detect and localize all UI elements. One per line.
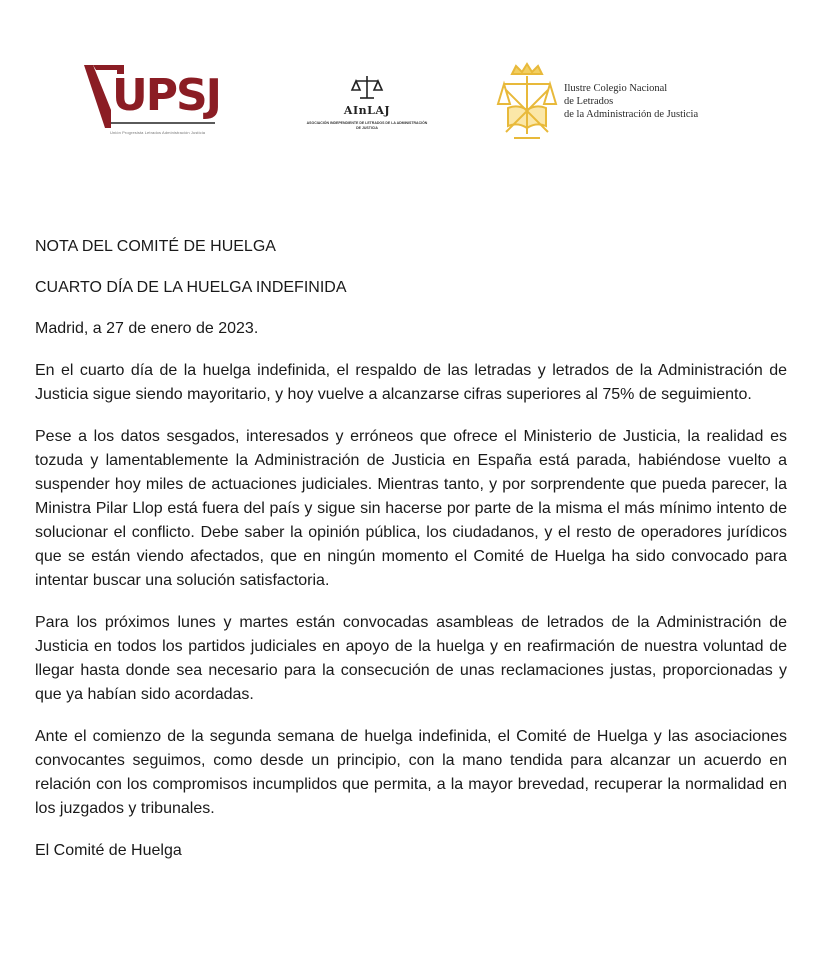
colegio-line-2: de Letrados [564, 96, 614, 107]
paragraph-2: Pese a los datos sesgados, interesados y erróneos que ofrece el Ministerio de Justicia, la realidad es tozuda y lamentablemente la Administración de Justicia en España está parada, habiéndose vuelto a suspender hoy miles de actuaciones judiciales. Mientras tanto, y por sorprendente que pueda parecer, la Ministra Pilar Llop está fuera del país y sigue sin hacerse por parte de la misma el más mínimo intento de solucionar el conflicto. Debe saber la opinión pública, los ciudadanos, y el resto de operadores jurídicos que se están viendo afectados, que en ningún momento el Comité de Huelga ha sido convocado para intentar buscar una solución satisfactoria. [35, 428, 787, 589]
colegio-line-3: de la Administración de Justicia [564, 109, 699, 120]
paragraph-4: Ante el comienzo de la segunda semana de huelga indefinida, el Comité de Huelga y las asociaciones convocantes seguimos, como desde un principio, con la mano tendida para alcanzar un acuerdo en relación con los compromisos incumplidos que permita, a la mayor brevedad, recuperar la normalidad en los juzgados y tribunales. [35, 728, 787, 817]
paragraph-1: En el cuarto día de la huelga indefinida, el respaldo de las letradas y letrados de la Administración de Justicia sigue siendo mayoritario, y hoy vuelve a alcanzarse cifras superiores al 75% de seguimiento. [35, 362, 787, 403]
document-subtitle: CUARTO DÍA DE LA HUELGA INDEFINIDA [35, 279, 347, 296]
document-body [35, 235, 787, 863]
document-date: Madrid, a 27 de enero de 2023. [35, 320, 259, 337]
signature: El Comité de Huelga [35, 842, 182, 859]
colegio-logo [494, 60, 734, 144]
document-title: NOTA DEL COMITÉ DE HUELGA [35, 238, 276, 255]
ainlaj-subtitle: ASOCIACIÓN INDEPENDIENTE DE LETRADOS DE LA ADMINISTRACIÓN DE JUSTICIA [306, 121, 428, 130]
upsj-logo [84, 62, 224, 140]
colegio-emblem-icon [494, 60, 560, 144]
ainlaj-wordmark: AInLAJ [343, 104, 391, 117]
scales-icon [304, 74, 430, 102]
upsj-wordmark: UPSJ [112, 70, 221, 121]
colegio-line-1: Ilustre Colegio Nacional [564, 83, 668, 94]
ainlaj-logo [304, 74, 430, 136]
colegio-name [564, 82, 698, 121]
paragraph-3: Para los próximos lunes y martes están convocadas asambleas de letrados de la Administración de Justicia en todos los partidos judiciales en apoyo de la huelga y en reafirmación de nuestra voluntad de llegar hasta donde sea necesario para la consecución de unas reclamaciones justas, proporcionadas y que ya habían sido acordadas. [35, 614, 787, 703]
upsj-tagline: Unión Progresista Letrados Administración Justicia [110, 130, 206, 135]
